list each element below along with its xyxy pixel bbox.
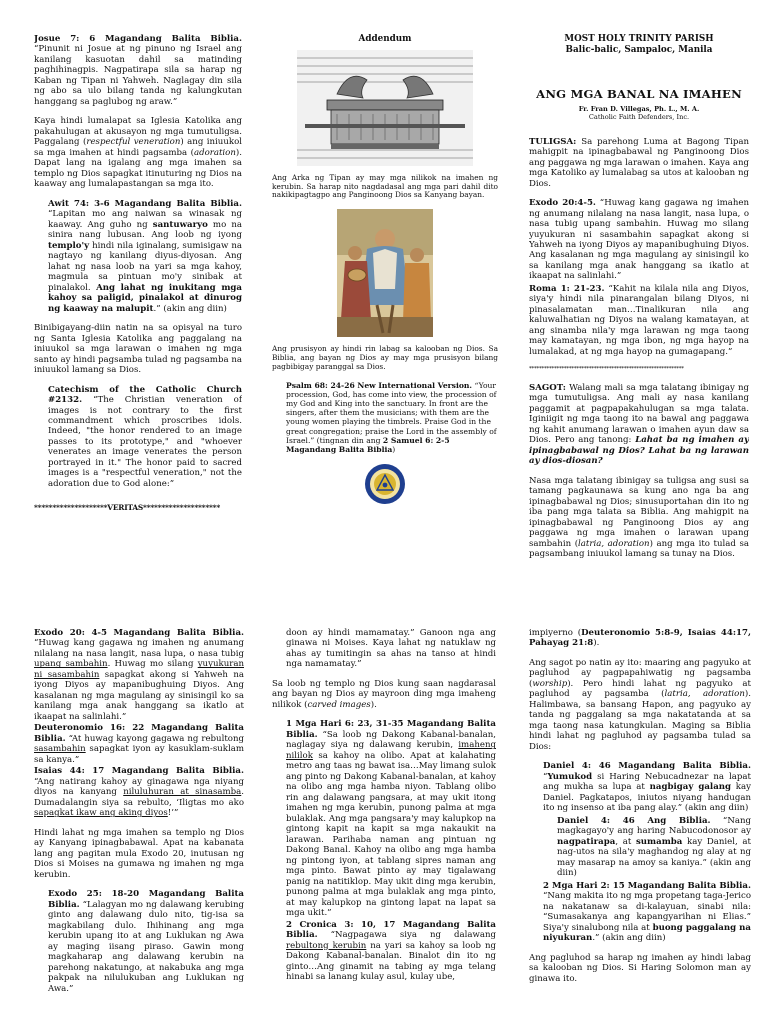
text: “Your procession, God, has come into view, the procession of my God and King into the sanctuary. In front are the singers, after them the musicians; with them are the young women playing the timbrels. Praise God in the great congregation; praise the Lord in the assembly of Israel.” (tingnan din ang	[286, 380, 497, 445]
text: ). Halimbawa, sa bansang Hapon, ang pagyuko ay tanda ng paggalang sa mga nakatatanda at sa mga taong nasa katungkulan. Maging sa Biblia hindi lahat ng pagluhod ay pagsamba tulad sa Dios:	[529, 689, 751, 752]
text: ) ang iniuukol sa mga imahen at hindi pagsamba (	[34, 137, 242, 158]
parish-name: MOST HOLY TRINITY PARISH	[564, 34, 714, 44]
exodo-ref: Exodo 20: 4-5 Magandang Balita Biblia.	[34, 628, 244, 638]
text-underlined: sapagkat ikaw ang aking diyos	[34, 808, 168, 819]
procession-caption: Ang prusisyon ay hindi rin labag sa kalooban ng Dios. Sa Biblia, ang bayan ng Dios ay may mga prusisyon bilang pagbibigay paranggal sa Dios.	[272, 344, 498, 372]
text: !’”	[167, 808, 179, 819]
text: sapagkat akong si Yahweh na iyong Diyos ay mapanibughuing Diyos. Ang kasalanan ng mga magulang ay sinisingil ko sa kanilang mga anak hanggang sa ikatlo at ikaapat na salinlahi.”	[34, 669, 244, 722]
josue-text: “Pinunit ni Josue at ng pinuno ng Israel ang kanilang kasuotan dahil sa matinding paghihinagpis. Nagpatirapa sila sa harap ng Kaban ng Tipan ni Yahweh. Naglagay din sila ng abo sa ulo bilang tanda ng kalungkutan hanggang sa paglubog ng araw.”	[34, 44, 242, 107]
paragraph-sagot	[529, 658, 751, 752]
text: “At huwag kayong gagawa ng rebultong	[65, 733, 244, 744]
text: “The Christian veneration of images is not contrary to the first commandment which proscribes idols. Indeed, "the honor rendered to an image passes to its prototype," and "whoever venerates an image venerates the person portrayed in it." The honor paid to sacred images is a "respectful veneration," not the adoration due to God alone:”	[48, 395, 242, 489]
procession-painting-image	[337, 209, 433, 337]
text-bold: nagpatirapa	[557, 836, 616, 847]
text: Walang mali sa mga talatang ibinigay ng mga tumutuligsa. Ang mali ay nasa kanilang paggamit at pagpapakahulugan sa mga talata. Iginiigit ng mga taong ito na bawal ang paggawa ng kahit anumang larawan o imahen ayun daw sa Dios. Pero ang tanong:	[529, 382, 749, 446]
daniel-ab-ref: Daniel 4: 46 Ang Biblia.	[557, 815, 711, 826]
text: “Nang makita ito ng mga propetang taga-Jerico na nakatanaw sa di-kalayuan, sinabi nila: “Sumasakanya ang kapangyarihan ni Elias.” Siya'y sinalubong nila at	[543, 891, 751, 933]
impiyerno-line	[529, 628, 751, 649]
cronica-quote	[286, 920, 496, 983]
text: kay Daniel, at nag-utos na sila'y maghandog ng alay at ng may masarap na amoy sa kaniya.” (akin ang diin)	[557, 836, 751, 879]
text-italic: worship	[532, 678, 568, 689]
text-bold: Yumukod	[547, 771, 593, 782]
text: ). Dapat lang na igalang ang mga imahen sa templo ng Dios sapagkat itinuturing ng Dios na kaaway ang lumalapastangan sa mga ito.	[34, 147, 242, 190]
josue-ref: Josue 7: 6 Magandang Balita Biblia.	[34, 34, 242, 44]
author-organization: Catholic Faith Defenders, Inc.	[588, 112, 690, 121]
text: . Dumadalangin siya sa rebulto, ‘Iligtas mo ako	[34, 787, 244, 808]
parish-address: Balic-balic, Sampaloc, Manila	[565, 44, 713, 55]
text: , at	[615, 836, 636, 847]
text: “Lalagyan mo ng dalawang kerubing ginto ang dalawang dulo nito, tig-isa sa magkabilang dulo. Ihihinang ang mga kerubin upang ito at ang Luklukan ng Awa ay maging iisang piraso. Gawin mong magkaharap ang dalawang kerubin na parehong nakatungo, at nakabuka ang mga pakpak na nilulukuban ang Luklukan ng Awa.”	[48, 899, 244, 994]
text: Nasa mga talatang ibinigay sa tuligsa ang susi sa tamang pagkaunawa sa kung ano nga ba ang ipinagbabawal ng Dios; sinusuportahan din ito ng iba pang mga talata sa Biblia. Ang mahigpit na ipinagbabawal ng Panginoong Dios ay ang paggawa ng mga imahen o larawan upang sambahin (	[529, 475, 749, 549]
text: ) ang mga ito tulad sa pagsambang iniuukol lamang sa tunay na Dios.	[529, 538, 749, 560]
text: “Lapitan mo ang naiwan sa winasak ng kaaway. Ang guho ng	[48, 209, 242, 230]
awit-quote	[48, 199, 242, 314]
text: Ang sagot po natin ay ito: maaring ang pagyuko at pagluhod ay pagpapahiwatig ng pagsamba (	[529, 657, 751, 689]
mga-hari-ref: 1 Mga Hari 6: 23, 31-35 Magandang Balita Biblia.	[286, 719, 496, 740]
author-name: Fr. Fran D. Villegas, Ph. L., M. A.	[578, 104, 700, 113]
deuteronomio-ref: Deuteronomio 16: 22 Magandang Balita Biblia.	[34, 723, 244, 744]
text: Kaya hindi lumalapat sa Iglesia Katolika ang pakahulugan at akusayon ng mga tumutuligsa. Paggalang (	[34, 116, 242, 148]
parish-seal-logo	[364, 463, 406, 505]
text: “	[543, 771, 548, 782]
text-bold: Ang lahat ng inukitang mga kahoy sa paligid, pinalakol at dinurog ng kaaway na malupit	[48, 282, 242, 314]
page-title: ANG MGA BANAL NA IMAHEN	[536, 87, 742, 102]
susi-paragraph	[529, 476, 749, 560]
paragraph-solomon: Ang pagluhod sa harap ng imahen ay hindi labag sa kalooban ng Dios. Si Haring Solomon man ay ginawa ito.	[529, 952, 751, 984]
psalm-quote	[286, 381, 498, 454]
paragraph-respectful-veneration	[34, 116, 242, 189]
text-italic: latria, adoration	[664, 689, 745, 700]
text: .” (akin ang diin)	[153, 303, 227, 314]
text-underlined: yuyukuran ni sasambahin	[34, 659, 244, 680]
roma-ref: Roma 1: 21-23.	[529, 283, 605, 294]
text-underlined: sasambahin	[34, 744, 86, 755]
cronica-ref: 2 Cronica 3: 10, 17 Magandang Balita Biblia.	[286, 919, 496, 941]
impiyerno-ref: Deuteronomio 5:8-9, Isaias 44:17, Pahayag 21:8	[529, 628, 751, 649]
exodo-quote	[529, 198, 749, 282]
ahas-continuation: doon ay hindi mamamatay.” Ganoon nga ang ginawa ni Moises. Kaya lahat ng natuklaw ng ahas ay tumitingin sa ahas na tanso at hindi nga namamatay.”	[286, 628, 496, 670]
text-bold: santuwaryo	[152, 219, 208, 230]
text: ).	[370, 699, 377, 710]
catechism-quote	[48, 385, 242, 490]
text-italic: adoration	[193, 147, 236, 158]
text: sa kahoy na olibo. Apat at kalahating metro ang taas ng bawat isa…May limang sulok ang pinto ng Dakong Kabanal-banalan, at kahoy na olibo ang mga hamba niyon. Tablang olibo rin ang dalawang pangsara, at may ukit itong imahen ng mga kerubin, punong palma at mga bulaklak. Ang mga pangsara'y may kalupkop na gintong kapit na kapit sa mga nakaukit na larawan. Parihaba naman ang pintuan ng Dakong Banal. Kahoy na olibo ang mga hamba ng pintong iyon, at tablang sipres naman ang mga pinto. Bawat pinto ay may tigalawang panig na natitiklop. May ukit ding mga kerubin, punong palma at mga bulaklak ang mga pinto, at may kalupkop na gintong lapat na lapat sa mga ukit.”	[286, 750, 496, 919]
paragraph-carved-images	[272, 679, 496, 710]
text-underlined: upang sambahin	[34, 659, 108, 670]
sagot-paragraph	[529, 383, 749, 467]
panel-veritas	[34, 34, 242, 574]
mga-hari-2-ref: 2 Mga Hari 2: 15 Magandang Balita Biblia.	[543, 880, 751, 891]
text-bold: nagbigay galang	[649, 782, 732, 793]
text: na yari sa kahoy sa loob ng Dakong Kabanal-banalan. Binalot din ito ng ginto…Ang ginamit na tabing ay mga telang hinabi sa lanang kulay asul, kulay ube,	[286, 940, 496, 983]
text: “Ang natirang kahoy ay ginagawa nga niyang diyos na kanyang	[34, 776, 244, 798]
text: ).	[593, 638, 600, 649]
text: si Haring Nebucadnezar na lapat ang mukha sa lupa at	[543, 771, 751, 793]
exodo-25-ref: Exodo 25: 18-20 Magandang Balita Biblia.	[48, 889, 244, 910]
text-underlined: rebultong kerubin	[286, 940, 367, 951]
text-bold: sumamba	[635, 836, 683, 847]
veritas-separator: ********************VERITAS*********************	[34, 503, 220, 513]
text: impiyerno (	[529, 628, 582, 638]
mga-hari-2-quote	[543, 881, 751, 944]
text-italic: carved images	[307, 699, 371, 710]
isaias-ref: Isaias 44: 17 Magandang Balita Biblia.	[34, 766, 244, 777]
exodo-ref: Exodo 20:4-5.	[529, 198, 596, 209]
text: “Huwag kang gagawa ng imahen ng anumang nilalang na nasa langit, nasa lupa, o nasa tubig	[34, 638, 244, 659]
text: “Nang magkagayo'y ang haring Nabucodonosor ay	[557, 815, 751, 837]
text: Sa loob ng templo ng Dios kung saan nagdarasal ang bayan ng Dios ay mayroon ding mga imaheng nilikok (	[272, 678, 496, 710]
awit-ref: Awit 74: 3-6 Magandang Balita Biblia.	[48, 198, 242, 209]
exodo-20-quote	[34, 628, 244, 722]
panel-templo	[272, 628, 496, 1024]
samuel-ref: 2 Samuel 6: 2-5 Magandang Balita Biblia	[286, 435, 450, 454]
exodo-25-quote	[48, 889, 244, 994]
text-italic: latria, adoration	[578, 538, 650, 549]
deuteronomio-quote	[34, 723, 244, 765]
ark-caption: Ang Arka ng Tipan ay may mga nilikok na imahen ng kerubin. Sa harap nito nagdadasal ang mga pari dahil dito nakikipagtagpo ang Panginoong Dios sa Kanyang bayan.	[272, 172, 498, 200]
text: )	[392, 444, 396, 454]
text-bold: templo'y	[48, 240, 90, 251]
tuligsa-label: TULIGSA:	[529, 136, 577, 147]
sagot-label: SAGOT:	[529, 382, 566, 393]
addendum-heading: Addendum	[358, 34, 412, 44]
text: “Sa loob ng Dakong Kabanal-banalan, naglagay siya ng dalawang kerubin,	[286, 729, 496, 751]
panel-addendum	[272, 34, 498, 574]
text-bold: buong paggalang na niyukuran	[543, 922, 751, 944]
text: mo na sinira nang lubusan. Ang loob ng iyong	[48, 219, 242, 241]
ark-of-covenant-image	[297, 50, 473, 166]
roma-quote	[529, 284, 749, 357]
text: “Kahit na kilala nila ang Diyos, siya'y hindi nila pinarangalan bilang Diyos, ni pinasalamatan man…Tinalikuran nila ang kaluwalhatian ng Diyos na walang kamatayan, at ang sinamba nila'y mga larawan ng mga taong may kamatayan, ng mga ibon, ng mga hayop na lumalakad, at ng mga hayop na gumagapang.”	[529, 283, 749, 357]
mga-hari-quote	[286, 719, 496, 918]
text: .” (akin ang diin)	[592, 933, 666, 944]
text: “Huwag kang gagawa ng imahen ng anumang nilalang na nasa langit, nasa lupa, o nasa tubig upang sambahin. Huwag mo silang yuyukuran ni sasambahin sapagkat akong si Yahweh na iyong Diyos ay mapanibughuing Diyos. Ang kasalanan ng mga magulang ay sinisingil ko sa kanilang mga anak hanggang sa ikatlo at ikaapat na salinlahi.”	[529, 198, 749, 282]
text: kay Daniel. Pagkatapos, iniutos niyang handugan ito ng insenso at iba pang alay.” (akin ang diin)	[543, 782, 751, 814]
text-italic: respectful veneration	[86, 137, 181, 148]
daniel-ref: Daniel 4: 46 Magandang Balita Biblia.	[543, 761, 751, 772]
isaias-quote	[34, 766, 244, 818]
text: “Nagpagawa siya ng dalawang	[317, 930, 496, 941]
paragraph-official-teaching: Binibigayang-diin natin na sa opisyal na turo ng Santa Iglesia Katolika ang paggalang na iniuukol sa mga larawan o imahen ng mga santo ay hindi pagsamba tulad ng pagsamba na iniuukol lamang sa Dios.	[34, 323, 242, 376]
tuligsa-paragraph	[529, 137, 749, 189]
panel-pagluhod	[529, 628, 751, 1024]
paragraph-kerubin: Hindi lahat ng mga imahen sa templo ng Dios ay Kanyang ipinagbabawal. Apat na kabanata lang ang pagitan mula Exodo 20, inutusan ng Dios si Moises na gumawa ng imahen ng mga kerubin.	[34, 827, 244, 880]
text: ). Pero hindi lahat ng pagyuko at pagluhod ay pagsamba (	[529, 678, 751, 700]
text: hindi nila iginalang, sumisigaw na nagtayo ng kanilang diyus-diyosan. Ang lahat ng nasa loob na yari sa mga kahoy, magmula sa pintuan mo'y sinibak at pinalakol.	[48, 240, 242, 293]
text-underlined: niluluhuran at sinasamba	[123, 787, 242, 798]
sagot-question: Lahat ba ng imahen ay ipinagbabawal ng Dios? Lahat ba ng larawan ay dios-diosan?	[529, 435, 749, 467]
text: sapagkat iyon ay kasuklam-suklam sa kanya.”	[34, 744, 244, 765]
daniel-quote-ab	[557, 816, 751, 879]
star-separator: **************************************************************	[529, 366, 684, 373]
text: Sa parehong Luma at Bagong Tipan mahigpit na ipinagbabawal ng Panginoong Dios ang paggawa ng mga larawan o imahen. Kaya ang mga Katoliko ay lumalabag sa utos at kalooban ng Dios.	[529, 136, 749, 189]
psalm-ref: Psalm 68: 24-26 New International Version.	[286, 380, 473, 390]
daniel-quote-mbb	[543, 761, 751, 813]
panel-cover	[529, 34, 749, 574]
text-underlined: imaheng nililok	[286, 740, 496, 761]
text: . Huwag mo silang	[107, 659, 198, 670]
catechism-ref: Catechism of the Catholic Church #2132.	[48, 384, 242, 406]
panel-exodo	[34, 628, 244, 1024]
